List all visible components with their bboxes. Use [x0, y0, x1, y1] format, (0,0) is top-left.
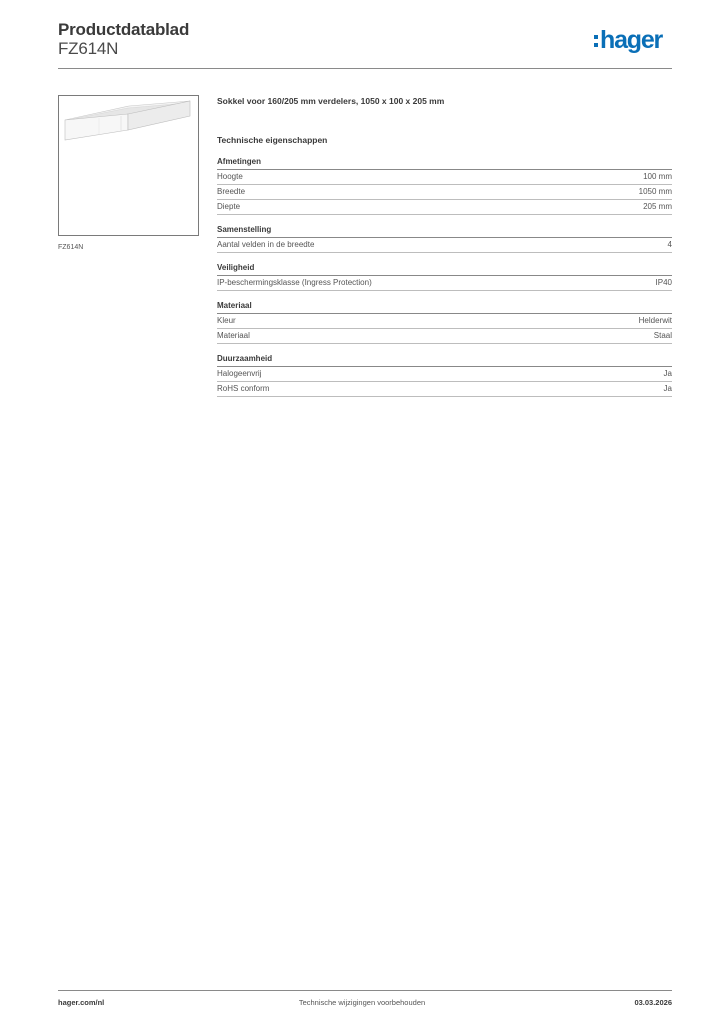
- logo-text: hager: [600, 26, 663, 54]
- footer-disclaimer: Technische wijzigingen voorbehouden: [298, 998, 426, 1007]
- spec-label: Hoogte: [217, 172, 243, 181]
- footer-divider: [58, 990, 672, 991]
- hager-logo: [594, 28, 662, 53]
- header-divider: [58, 68, 672, 69]
- footer-website-link[interactable]: hager.com/nl: [58, 998, 105, 1007]
- spec-label: Breedte: [217, 187, 246, 196]
- page-title: Productdatablad: [58, 20, 190, 39]
- footer-date: 03.03.2026: [634, 998, 672, 1007]
- spec-group-samenstelling: [217, 225, 672, 253]
- product-image: [58, 95, 199, 236]
- spec-value: IP40: [655, 278, 672, 287]
- logo-dots-icon: [594, 35, 598, 47]
- spec-label: RoHS conform: [217, 384, 270, 393]
- spec-row: [217, 238, 672, 253]
- spec-row: [217, 382, 672, 397]
- section-heading: Technische eigenschappen: [217, 135, 328, 145]
- spec-value: 4: [667, 240, 672, 249]
- spec-row: [217, 200, 672, 215]
- spec-value: Ja: [663, 384, 672, 393]
- group-title: Materiaal: [217, 301, 672, 314]
- product-description: Sokkel voor 160/205 mm verdelers, 1050 x 100 x 205 mm: [217, 96, 445, 106]
- spec-value: 100 mm: [643, 172, 672, 181]
- spec-row: [217, 329, 672, 344]
- spec-row: [217, 185, 672, 200]
- spec-row: [217, 276, 672, 291]
- product-code: FZ614N: [58, 39, 119, 58]
- group-title: Duurzaamheid: [217, 354, 672, 367]
- spec-label: Materiaal: [217, 331, 250, 340]
- group-title: Samenstelling: [217, 225, 672, 238]
- group-title: Veiligheid: [217, 263, 672, 276]
- spec-value: Helderwit: [638, 316, 672, 325]
- group-title: Afmetingen: [217, 157, 672, 170]
- spec-group-afmetingen: [217, 157, 672, 215]
- spec-row: [217, 314, 672, 329]
- product-details: [217, 96, 672, 397]
- spec-label: Halogeenvrij: [217, 369, 262, 378]
- spec-group-duurzaamheid: [217, 354, 672, 397]
- spec-value: 1050 mm: [638, 187, 672, 196]
- spec-label: IP-beschermingsklasse (Ingress Protection): [217, 278, 372, 287]
- spec-row: [217, 170, 672, 185]
- spec-label: Diepte: [217, 202, 241, 211]
- spec-group-materiaal: [217, 301, 672, 344]
- spec-label: Kleur: [217, 316, 236, 325]
- spec-row: [217, 367, 672, 382]
- spec-value: 205 mm: [643, 202, 672, 211]
- spec-value: Ja: [663, 369, 672, 378]
- plinth-icon: [59, 96, 198, 235]
- image-caption: FZ614N: [58, 244, 84, 251]
- spec-label: Aantal velden in de breedte: [217, 240, 315, 249]
- spec-group-veiligheid: [217, 263, 672, 291]
- spec-value: Staal: [653, 331, 672, 340]
